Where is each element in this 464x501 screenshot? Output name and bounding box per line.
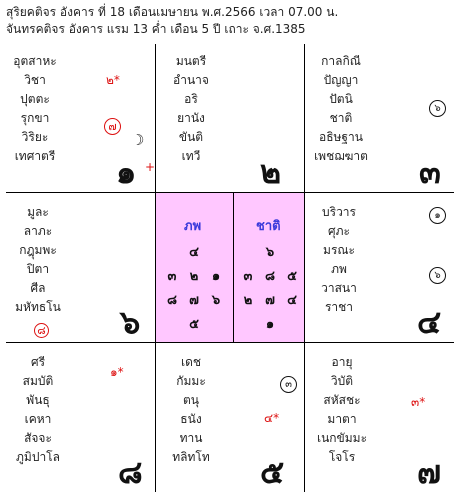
- house-bottom-middle: [156, 343, 304, 492]
- house-word: ปัญญา: [323, 73, 359, 87]
- house-bottom-left: [6, 343, 155, 492]
- house-word-list: [10, 52, 60, 166]
- house-middle-right: [305, 193, 454, 342]
- house-word: เคหา: [24, 412, 52, 426]
- header-line-1: สุริยคติจร อังคาร ที่ 18 เดือนเมษายน พ.ศ.2566 เวลา 07.00 น.: [6, 5, 339, 19]
- center-divider: [233, 193, 234, 342]
- center-number: ๓: [167, 269, 177, 284]
- house-word: อุตสาหะ: [13, 54, 57, 68]
- center-number: ๘: [264, 269, 276, 284]
- house-number: ๕: [260, 453, 285, 491]
- house-word: เพชฌฆาต: [314, 149, 368, 163]
- house-word: สัจจะ: [24, 431, 52, 445]
- house-word: ราชา: [324, 300, 354, 314]
- house-word: เนกขัมมะ: [316, 431, 368, 445]
- house-top-left: [6, 44, 155, 192]
- house-top-right: [305, 44, 454, 192]
- house-middle-left: [6, 193, 155, 342]
- center-number: ๗: [189, 293, 199, 308]
- house-number: ๒: [260, 153, 282, 191]
- center-number: ๕: [189, 317, 199, 332]
- center-right-title: ชาติ: [256, 219, 281, 234]
- planet-circle-red: ๗: [104, 118, 121, 135]
- house-number: ๔: [417, 303, 442, 341]
- house-word: สหัสชะ: [323, 393, 361, 407]
- house-bottom-right: [305, 343, 454, 492]
- planet-circle-red: ๘: [34, 323, 49, 338]
- planet-tag: ๔*: [264, 411, 280, 425]
- house-word: มรณะ: [323, 243, 355, 257]
- house-word: ทาน: [179, 431, 203, 445]
- house-word-list: [311, 52, 371, 166]
- center-left-title: ภพ: [184, 219, 202, 234]
- house-word: มูละ: [27, 205, 49, 219]
- house-word: กาลกิณี: [321, 54, 361, 68]
- house-word: เดช: [180, 355, 202, 369]
- house-word: ยานัง: [177, 111, 205, 125]
- planet-tag: ๑*: [110, 365, 124, 379]
- center-number: ๗: [265, 293, 275, 308]
- house-word: เทวี: [181, 149, 201, 163]
- house-word: วิริยะ: [21, 130, 49, 144]
- house-number: ๖: [120, 303, 141, 341]
- house-word: เทศาตรี: [14, 149, 56, 163]
- house-word: อริ: [184, 92, 198, 106]
- house-number: ๘: [118, 453, 143, 491]
- house-word-list: [166, 52, 216, 166]
- house-word: ภพ: [331, 262, 347, 276]
- house-word: ลาภะ: [23, 224, 53, 238]
- center-number: ๔: [287, 293, 297, 308]
- house-word-list: [311, 353, 373, 467]
- center-number: ๘: [166, 293, 178, 308]
- house-word: ศีล: [30, 281, 46, 295]
- house-word: วิชา: [24, 73, 46, 87]
- house-word: อายุ: [331, 355, 353, 369]
- house-word: วาสนา: [321, 281, 357, 295]
- moon-icon: ☽: [131, 131, 145, 149]
- house-number: ๓: [419, 153, 441, 191]
- center-number: ๑: [265, 317, 275, 332]
- house-number: ๑: [116, 153, 137, 191]
- center-number: ๕: [287, 269, 297, 284]
- house-word: สมบัติ: [22, 374, 54, 388]
- house-word: ธนัง: [180, 412, 202, 426]
- house-word: ชาติ: [329, 111, 353, 125]
- house-word: ศรี: [30, 355, 46, 369]
- house-word: โจโร: [328, 450, 356, 464]
- house-number: ๗: [417, 453, 442, 491]
- house-word: มาตา: [327, 412, 357, 426]
- house-word: วิบัติ: [330, 374, 354, 388]
- house-word: กัมมะ: [176, 374, 206, 388]
- house-word: ทลิทโท: [172, 450, 210, 464]
- house-word: อำนาจ: [173, 73, 209, 87]
- planet-tag: ๓*: [411, 395, 426, 409]
- plus-marker: +: [145, 160, 156, 174]
- house-word-list: [10, 203, 66, 317]
- center-number: ๓: [243, 269, 253, 284]
- house-word: ปุตตะ: [20, 92, 50, 106]
- house-word: ตนุ: [183, 393, 199, 407]
- house-word-list: [309, 203, 369, 317]
- house-word: รุกขา: [20, 111, 50, 125]
- planet-circle: ๓: [280, 376, 297, 393]
- house-word: ภูมิปาโล: [16, 450, 60, 464]
- house-word: อธิษฐาน: [318, 130, 363, 144]
- center-number: ๖: [265, 245, 275, 260]
- planet-tag: ๒*: [106, 73, 120, 87]
- house-word: ขันติ: [178, 130, 204, 144]
- center-number: ๒: [189, 269, 199, 284]
- house-word: กฎุมพะ: [19, 243, 57, 257]
- house-word: มนตรี: [175, 54, 207, 68]
- house-word-list: [10, 353, 66, 467]
- header-line-2: จันทรคติจร อังคาร แรม 13 ค่ำ เดือน 5 ปี เถาะ จ.ศ.1385: [6, 22, 306, 36]
- house-word-list: [166, 353, 216, 467]
- house-word: พันธุ: [26, 393, 50, 407]
- center-number: ๒: [243, 293, 253, 308]
- center-panel: [156, 193, 304, 342]
- planet-circle: ๑: [429, 207, 446, 224]
- center-number: ๖: [211, 293, 221, 308]
- house-word: บริวาร: [322, 205, 356, 219]
- planet-circle: ๖: [429, 267, 446, 284]
- house-word: มหัทธโน: [15, 300, 61, 314]
- house-word: ปัตนิ: [329, 92, 353, 106]
- center-number: ๔: [189, 245, 199, 260]
- center-number: ๑: [211, 269, 221, 284]
- horoscope-chart: [6, 44, 454, 492]
- house-word: ศุภะ: [328, 224, 350, 238]
- house-top-middle: [156, 44, 304, 192]
- house-word: ปิตา: [26, 262, 50, 276]
- planet-circle: ๖: [429, 100, 446, 117]
